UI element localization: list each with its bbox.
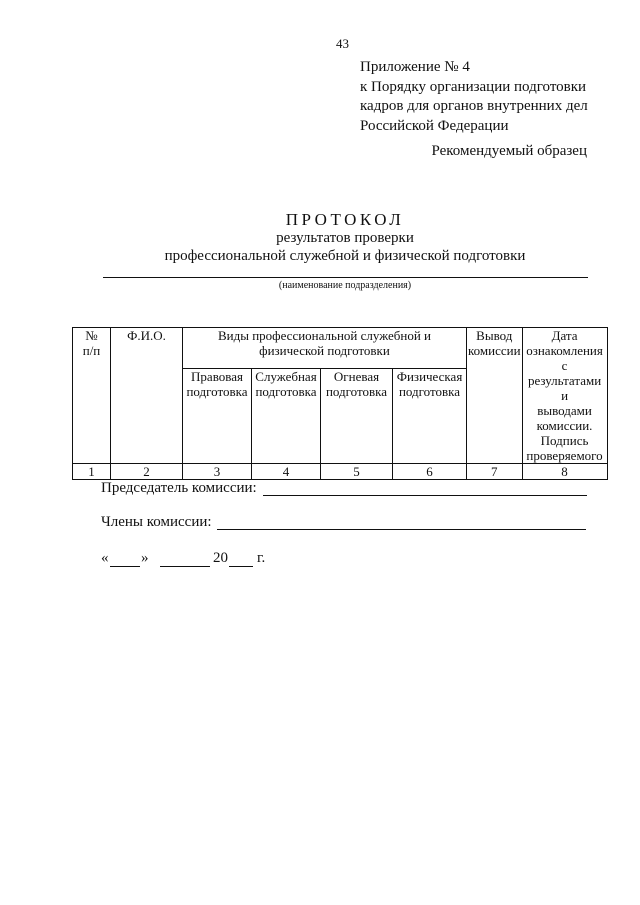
fire-training-line-1: Огневая bbox=[333, 368, 380, 384]
header-date-line-5: комиссии. bbox=[536, 418, 593, 433]
header-date-line-1: Дата bbox=[551, 328, 578, 343]
service-training-line-1: Служебная bbox=[255, 368, 317, 384]
date-open-quote: « bbox=[101, 550, 109, 566]
column-number-1: 1 bbox=[73, 464, 111, 480]
members-label: Члены комиссии: bbox=[101, 514, 212, 530]
appendix-line-2: к Порядку организации подготовки bbox=[360, 78, 587, 95]
header-training-types bbox=[183, 328, 467, 369]
year-field-line bbox=[229, 566, 253, 567]
document-subtitle bbox=[100, 229, 590, 265]
document-title: ПРОТОКОЛ bbox=[285, 210, 405, 229]
physical-training-line-2: подготовка bbox=[398, 383, 461, 399]
column-number-8: 8 bbox=[522, 464, 607, 480]
year-suffix: г. bbox=[257, 550, 266, 566]
header-fire-training bbox=[321, 368, 393, 463]
header-date-line-7: проверяемого bbox=[526, 448, 603, 463]
header-number-line-2: п/п bbox=[82, 343, 101, 358]
appendix-block bbox=[360, 58, 588, 136]
column-number-7: 7 bbox=[467, 464, 523, 480]
appendix-line-1: Приложение № 4 bbox=[360, 59, 470, 75]
header-conclusion bbox=[467, 328, 523, 464]
header-date-line-2: ознакомления с bbox=[526, 343, 603, 373]
members-signature-line bbox=[217, 529, 586, 530]
fire-training-line-2: подготовка bbox=[325, 383, 388, 399]
chairman-signature-line bbox=[263, 495, 587, 496]
service-training-line-2: подготовка bbox=[255, 383, 317, 399]
header-physical-training bbox=[393, 368, 467, 463]
protocol-table bbox=[72, 327, 608, 480]
day-field-line bbox=[110, 566, 140, 567]
physical-training-line-1: Физическая bbox=[396, 368, 463, 384]
header-date-line-3: результатами и bbox=[527, 373, 602, 403]
legal-training-line-2: подготовка bbox=[186, 383, 248, 399]
header-date-line-6: Подпись bbox=[540, 433, 589, 448]
month-field-line bbox=[160, 566, 210, 567]
column-number-6: 6 bbox=[393, 464, 467, 480]
date-close-quote: » bbox=[141, 550, 149, 566]
subtitle-line-1: результатов проверки bbox=[276, 230, 414, 246]
column-number-row bbox=[73, 464, 608, 480]
year-prefix: 20 bbox=[213, 550, 228, 566]
header-number-line-1: № bbox=[85, 328, 98, 343]
header-fio: Ф.И.О. bbox=[111, 328, 183, 464]
header-conclusion-line-2: комиссии bbox=[468, 343, 521, 358]
unit-name-field-line bbox=[103, 277, 588, 278]
column-number-5: 5 bbox=[321, 464, 393, 480]
header-training-types-line-2: физической подготовки bbox=[259, 343, 390, 358]
header-acquaintance-date bbox=[522, 328, 607, 464]
chairman-label: Председатель комиссии: bbox=[101, 480, 257, 496]
header-legal-training bbox=[183, 368, 252, 463]
appendix-line-3: кадров для органов внутренних дел bbox=[360, 98, 588, 114]
column-number-3: 3 bbox=[183, 464, 252, 480]
unit-name-caption: (наименование подразделения) bbox=[278, 280, 412, 291]
recommended-sample-label: Рекомендуемый образец bbox=[431, 143, 587, 159]
subtitle-line-2: профессиональной служебной и физической подготовки bbox=[164, 248, 526, 264]
legal-training-line-1: Правовая bbox=[191, 368, 243, 384]
header-conclusion-line-1: Вывод bbox=[476, 328, 513, 343]
header-number bbox=[73, 328, 111, 464]
column-number-4: 4 bbox=[252, 464, 321, 480]
header-service-training bbox=[252, 368, 321, 463]
header-date-line-4: выводами bbox=[537, 403, 592, 418]
header-training-types-line-1: Виды профессиональной служебной и bbox=[217, 328, 432, 343]
appendix-line-4: Российской Федерации bbox=[360, 117, 509, 134]
column-number-2: 2 bbox=[111, 464, 183, 480]
page-number: 43 bbox=[336, 36, 349, 51]
